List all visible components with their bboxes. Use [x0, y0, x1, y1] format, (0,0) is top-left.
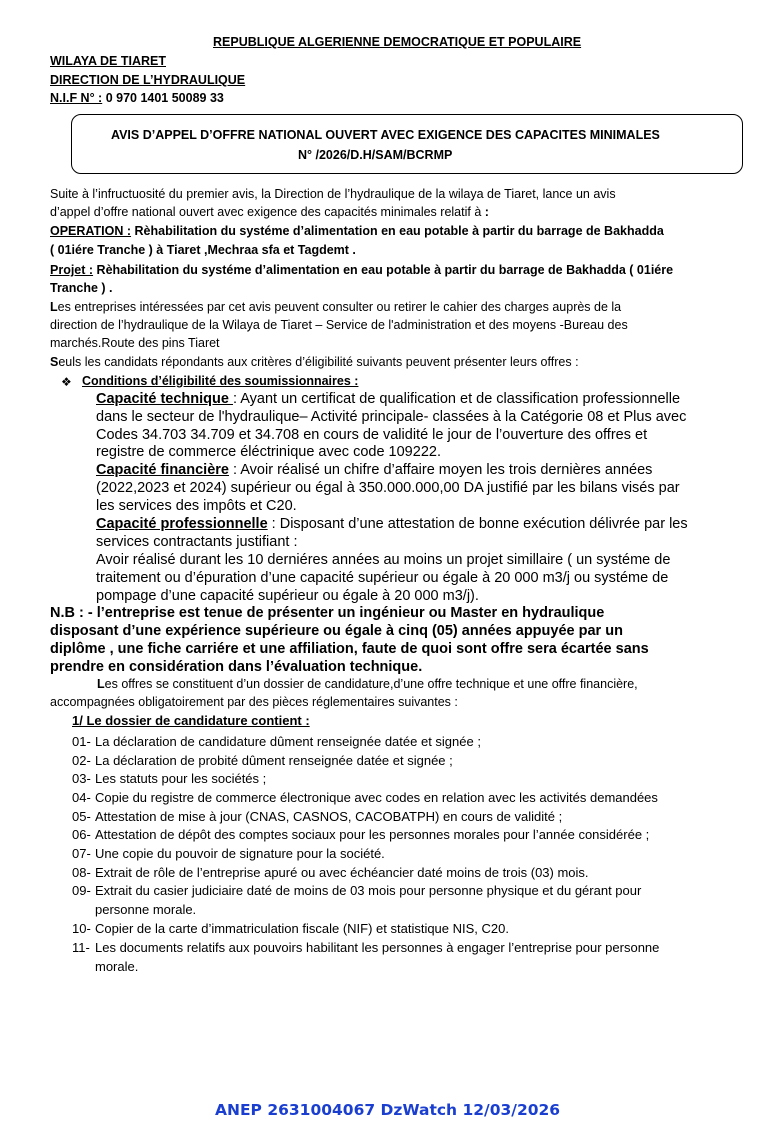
- list-item-number: 03-: [72, 771, 91, 786]
- list-item-text: Copier de la carte d’immatriculation fiscale (NIF) et statistique NIS, C20.: [95, 921, 509, 936]
- offres-text-1: es offres se constituent d’un dossier de candidature,d’une offre technique et une offre financière,: [104, 677, 638, 691]
- cap-fin-line-1: [96, 462, 652, 478]
- list-item-number: 02-: [72, 753, 91, 768]
- operation-line-2: ( 01iére Tranche ) à Tiaret ,Mechraa sfa et Tagdemt .: [50, 243, 356, 257]
- projet-text-1: Rèhabilitation du systéme d’alimentation en eau potable à partir du barrage de Bakhadda ( 01iére: [93, 263, 674, 277]
- list-item-text: La déclaration de candidature dûment renseignée datée et signée ;: [95, 734, 481, 749]
- cap-fin-text-1: : Avoir réalisé un chifre d’affaire moyen les trois dernières années: [228, 462, 653, 478]
- operation-label: OPERATION :: [50, 224, 132, 238]
- cap-pro-line-1: [96, 516, 688, 532]
- consult-line-3: marchés.Route des pins Tiaret: [50, 336, 220, 350]
- list-item-text: Les statuts pour les sociétés ;: [95, 771, 267, 786]
- eligible-text: euls les candidats répondants aux critères d’éligibilité suivants peuvent présenter leurs offres :: [58, 355, 579, 369]
- list-item-number: 06-: [72, 827, 91, 842]
- list-item-text: Attestation de dépôt des comptes sociaux pour les personnes morales pour l’année considérée ;: [95, 827, 650, 842]
- cap-tech-line-3: Codes 34.703 34.709 et 34.708 en cours de validité le jour de l’ouverture des offres et: [96, 427, 648, 443]
- list-item-text: Extrait de rôle de l’entreprise apuré ou avec échéancier daté moins de trois (03) mois.: [95, 865, 589, 880]
- intro-line-1: Suite à l’infructuosité du premier avis, la Direction de l’hydraulique de la wilaya de Tiaret, lance un avis: [50, 187, 616, 201]
- projet-line-1: [50, 263, 673, 277]
- dossier-title: 1/ Le dossier de candidature contient :: [72, 713, 310, 728]
- list-item-number: 07-: [72, 846, 91, 861]
- cap-tech-label: Capacité technique: [96, 391, 233, 407]
- list-item-text-continued: personne morale.: [95, 902, 197, 917]
- republic-heading: REPUBLIQUE ALGERIENNE DEMOCRATIQUE ET POPULAIRE: [213, 35, 582, 49]
- eligible-initial: S: [50, 355, 59, 369]
- title-box: [71, 114, 743, 174]
- nif-line: [50, 91, 224, 105]
- list-item-text: Extrait du casier judiciaire daté de moins de 03 mois pour personne physique et du gérant pour: [95, 883, 642, 898]
- intro-colon: :: [484, 205, 489, 219]
- list-item-text: Les documents relatifs aux pouvoirs habilitant les personnes à engager l’entreprise pour personne: [95, 940, 660, 955]
- conditions-title: Conditions d’éligibilité des soumissionnaires :: [82, 374, 359, 388]
- consult-text-1: es entreprises intéressées par cet avis peuvent consulter ou retirer le cahier des charges auprès de la: [57, 300, 622, 314]
- list-item-text: Attestation de mise à jour (CNAS, CASNOS, CACOBATPH) en cours de validité ;: [95, 809, 563, 824]
- list-item-number: 09-: [72, 883, 91, 898]
- projet-label: Projet :: [50, 263, 94, 277]
- list-item-number: 10-: [72, 921, 91, 936]
- cap-tech-line-1: [96, 391, 680, 407]
- list-item-number: 08-: [72, 865, 91, 880]
- list-item-number: 05-: [72, 809, 91, 824]
- consult-initial: L: [50, 300, 58, 314]
- list-item-number: 04-: [72, 790, 91, 805]
- intro-text: d’appel d’offre national ouvert avec exigence des capacités minimales relatif à: [50, 205, 485, 219]
- cap-pro-line-3: Avoir réalisé durant les 10 derniéres années au moins un projet simillaire ( un systéme de: [96, 552, 671, 568]
- offres-line-2: accompagnées obligatoirement par des pièces réglementaires suivantes :: [50, 695, 458, 709]
- cap-fin-line-3: les services des impôts et C20.: [96, 498, 297, 514]
- nb-line-4: prendre en considération dans l’évaluation technique.: [50, 659, 423, 675]
- cap-fin-line-2: (2022,2023 et 2024) supérieur ou égal à 350.000.000,00 DA justifié par les bilans visés par: [96, 480, 680, 496]
- list-item-text: Une copie du pouvoir de signature pour la société.: [95, 846, 385, 861]
- nif-label: N.I.F N° :: [50, 91, 103, 105]
- list-item-text: Copie du registre de commerce électronique avec codes en relation avec les activités demandées: [95, 790, 658, 805]
- title-line-2: N° /2026/D.H/SAM/BCRMP: [298, 148, 453, 162]
- nb-line-3: diplôme , une fiche carriére et une affiliation, faute de quoi sont offre sera écartée sans: [50, 641, 649, 657]
- operation-text-1: Rèhabilitation du systéme d’alimentation en eau potable à partir du barrage de Bakhadda: [131, 224, 664, 238]
- diamond-bullet-icon: ❖: [61, 375, 72, 389]
- offres-line-1: [97, 677, 638, 691]
- wilaya-line: WILAYA DE TIARET: [50, 54, 166, 68]
- footer-reference: ANEP 2631004067 DzWatch 12/03/2026: [215, 1101, 561, 1119]
- cap-tech-line-4: registre de commerce éléctrinique avec code 109222.: [96, 444, 441, 460]
- direction-line: DIRECTION DE L’HYDRAULIQUE: [50, 73, 246, 87]
- intro-line-2: [50, 205, 489, 219]
- list-item-text-continued: morale.: [95, 959, 139, 974]
- cap-fin-label: Capacité financière: [96, 462, 229, 478]
- nif-value: 0 970 1401 50089 33: [102, 91, 224, 105]
- cap-tech-text-1: : Ayant un certificat de qualification et de classification professionnelle: [232, 391, 681, 407]
- nb-line-2: disposant d’une expérience supérieure ou égale à cinq (05) années appuyée par un: [50, 623, 623, 639]
- list-item-number: 01-: [72, 734, 91, 749]
- cap-pro-label: Capacité professionnelle: [96, 516, 268, 532]
- eligible-line: [50, 355, 579, 369]
- operation-line-1: [50, 224, 664, 238]
- cap-pro-line-5: pompage d’une capacité supérieur ou égale à 20 000 m3/j).: [96, 588, 479, 604]
- cap-pro-text-1: : Disposant d’une attestation de bonne exécution délivrée par les: [267, 516, 688, 532]
- list-item-number: 11-: [72, 940, 90, 955]
- cap-tech-line-2: dans le secteur de l'hydraulique– Activité principale- classées à la Catégorie 08 et Plus avec: [96, 409, 687, 425]
- consult-line-1: [50, 300, 621, 314]
- offres-initial: L: [97, 677, 105, 691]
- cap-pro-line-2: services contractants justifiant :: [96, 534, 298, 550]
- projet-line-2: Tranche ) .: [50, 281, 113, 295]
- title-line-1: AVIS D’APPEL D’OFFRE NATIONAL OUVERT AVEC EXIGENCE DES CAPACITES MINIMALES: [111, 128, 660, 142]
- cap-pro-line-4: traitement ou d’épuration d’une capacité supérieur ou égale à 20 000 m3/j ou systéme de: [96, 570, 669, 586]
- list-item-text: La déclaration de probité dûment renseignée datée et signée ;: [95, 753, 453, 768]
- consult-line-2: direction de l’hydraulique de la Wilaya de Tiaret – Service de l'administration et des moyens -Bureau des: [50, 318, 628, 332]
- nb-line-1: N.B : - l’entreprise est tenue de présenter un ingénieur ou Master en hydraulique: [50, 605, 605, 621]
